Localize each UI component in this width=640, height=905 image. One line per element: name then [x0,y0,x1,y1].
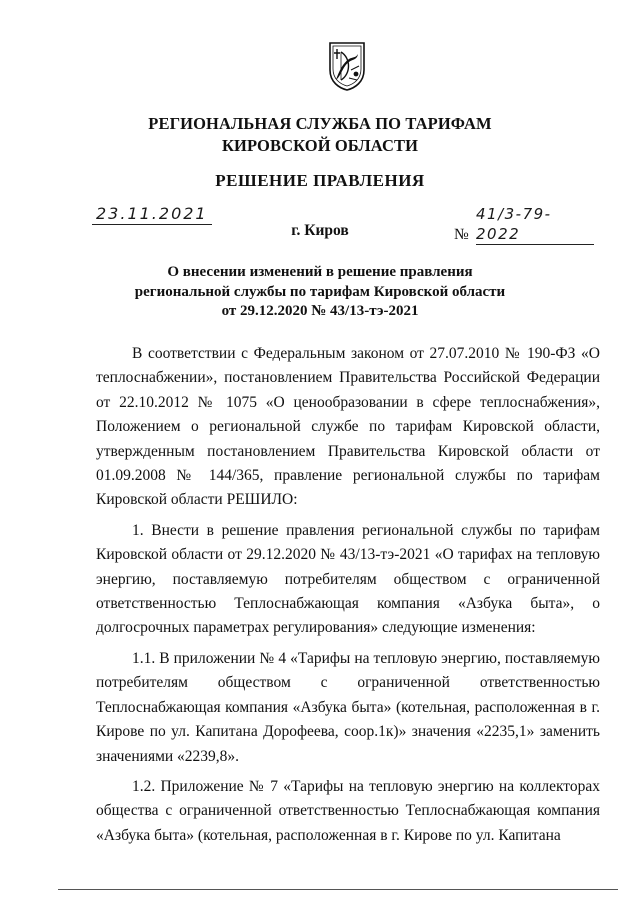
paragraph-item-1-2: 1.2. Приложение № 7 «Тарифы на тепловую энергию на коллекторах общества с ограниченной ответственностью Теплоснабжающая компания «Азбука быта» (котельная, расположенная в г. Кирове по ул. Капитана [96,777,600,844]
organization-title [0,113,640,157]
decision-number-handwritten: 41/3-79-2022 [476,204,594,245]
decision-title: РЕШЕНИЕ ПРАВЛЕНИЯ [215,171,425,190]
number-sign: № [454,226,469,243]
decision-subject [0,263,640,322]
org-title-line1: РЕГИОНАЛЬНАЯ СЛУЖБА ПО ТАРИФАМ [148,114,492,133]
kirov-coat-of-arms-icon [327,40,367,92]
subject-line1: О внесении изменений в решение правления [167,264,473,280]
subject-line3: от 29.12.2020 № 43/13-тэ-2021 [221,303,419,319]
subject-line2: региональной службы по тарифам Кировской области [134,283,506,300]
paragraph-item-1-1: 1.1. В приложении № 4 «Тарифы на тепловую энергию, поставляемую потребителям обществом с ограниченной ответственностью Теплоснабжающая компания «Азбука быта» (котельная, расположенная в г. Кирове по ул. Капитана Дорофеева, соор.1к)» значения «2235,1» заменить значениями «2239,8». [96,649,600,765]
decision-date-handwritten: 23.11.2021 [92,204,212,225]
city-label: г. Киров [291,222,349,239]
org-title-line2: КИРОВСКОЙ ОБЛАСТИ [221,136,419,155]
paragraph-item-1: 1. Внести в решение правления региональной службы по тарифам Кировской области от 29.12.2020 № 43/13-тэ-2021 «О тарифах на тепловую энергию, поставляемую потребителям обществом с ограниченной ответственностью Теплоснабжающая компания «Азбука быта», о долгосрочных параметрах регулирования» следующие изменения: [96,521,600,637]
paragraph-preamble: В соответствии с Федеральным законом от 27.07.2010 № 190-ФЗ «О теплоснабжении», постановлением Правительства Российской Федерации от 22.10.2012 № 1075 «О ценообразовании в сфере теплоснабжения», Положением о региональной службе по тарифам Кировской области, утвержденным постановлением Правительства Кировской области от 01.09.2008 № 144/365, правление региональной службы по тарифам Кировской области РЕШИЛО: [96,345,600,509]
decision-body [96,342,600,848]
page-bottom-rule [58,889,618,890]
